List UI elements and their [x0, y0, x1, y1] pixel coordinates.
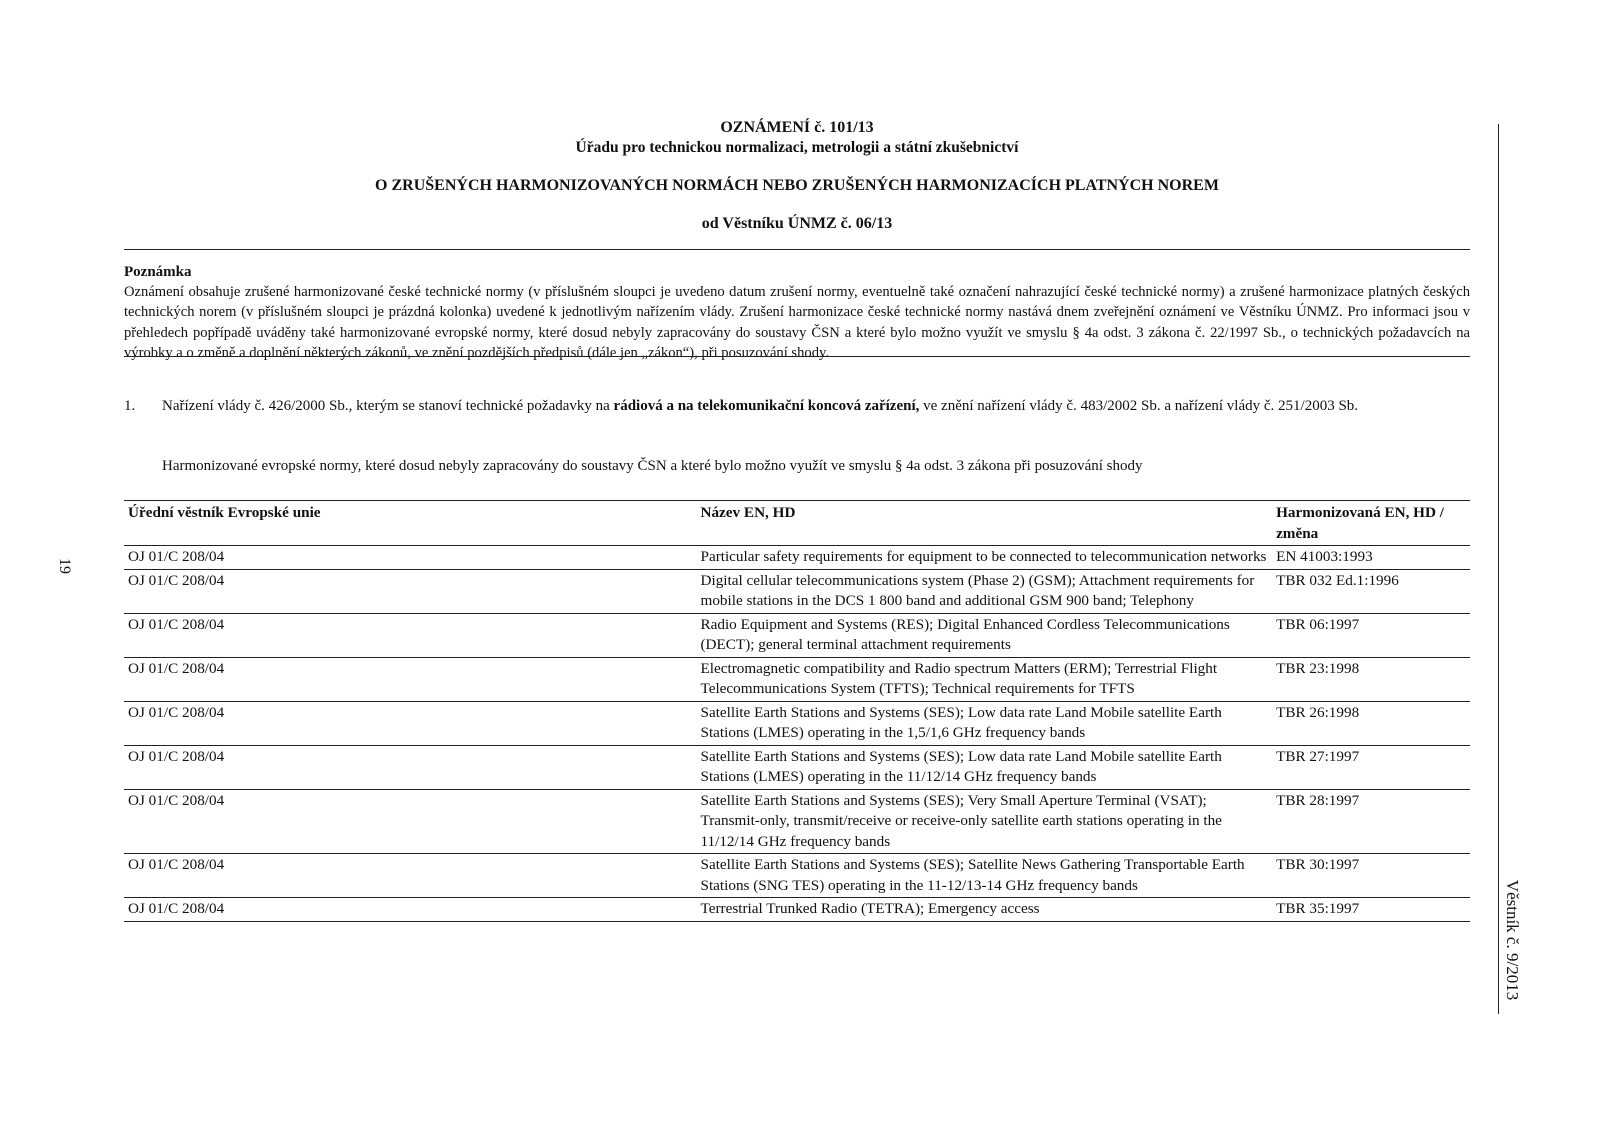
table-row: [124, 569, 1470, 613]
regulation-text: [162, 396, 1470, 417]
cell-title: Digital cellular telecommunications system (Phase 2) (GSM); Attachment requirements for mobile stations in the DCS 1 800 band and additional GSM 900 band; Telephony: [697, 569, 1273, 613]
regulation-text-start: Nařízení vlády č. 426/2000 Sb., kterým se stanoví technické požadavky na: [162, 398, 614, 414]
cell-standard: TBR 23:1998: [1272, 657, 1470, 701]
cell-standard: TBR 30:1997: [1272, 854, 1470, 898]
column-header-title: Název EN, HD: [697, 501, 1273, 546]
note-bottom-rule: [124, 356, 1470, 357]
cell-title: Terrestrial Trunked Radio (TETRA); Emergency access: [697, 898, 1273, 922]
margin-rule: [1498, 124, 1499, 1014]
cell-journal: OJ 01/C 208/04: [124, 657, 697, 701]
note-text: Oznámení obsahuje zrušené harmonizované české technické normy (v příslušném sloupci je uvedeno datum zrušení normy, eventuelně také označení nahrazující české technické normy) a zrušené harmonizace platných českých technických norem (v příslušném sloupci je prázdná kolonka) uvedené k jednotlivým nařízením vlády. Zrušení harmonizace české technické normy nastává dnem zveřejnění oznámení ve Věstníku ÚNMZ. Pro informaci jsou v přehledech popřípadě uváděny také harmonizované evropské normy, které dosud nebyly zapracovány do soustavy ČSN a které bylo možno využít ve smyslu § 4a odst. 3 zákona č. 22/1997 Sb., o technických požadavcích na výrobky a o změně a doplnění některých zákonů, ve znění pozdějších předpisů (dále jen „zákon“), při posuzování shody.: [124, 284, 1470, 361]
cell-title: Particular safety requirements for equipment to be connected to telecommunication networks: [697, 546, 1273, 570]
cell-journal: OJ 01/C 208/04: [124, 613, 697, 657]
note-section: [124, 262, 1470, 363]
cell-standard: TBR 27:1997: [1272, 745, 1470, 789]
cell-standard: TBR 06:1997: [1272, 613, 1470, 657]
cell-standard: EN 41003:1993: [1272, 546, 1470, 570]
table-row: [124, 613, 1470, 657]
note-title: Poznámka: [124, 264, 192, 280]
cell-journal: OJ 01/C 208/04: [124, 745, 697, 789]
cell-journal: OJ 01/C 208/04: [124, 898, 697, 922]
table-row: [124, 898, 1470, 922]
page-number: 19: [56, 558, 73, 574]
cell-journal: OJ 01/C 208/04: [124, 854, 697, 898]
table-header-row: [124, 501, 1470, 546]
cell-title: Radio Equipment and Systems (RES); Digital Enhanced Cordless Telecommunications (DECT); general terminal attachment requirements: [697, 613, 1273, 657]
cell-journal: OJ 01/C 208/04: [124, 569, 697, 613]
cell-standard: TBR 28:1997: [1272, 789, 1470, 854]
source-bulletin: od Věstníku ÚNMZ č. 06/13: [701, 215, 893, 232]
cell-journal: OJ 01/C 208/04: [124, 789, 697, 854]
cell-standard: TBR 35:1997: [1272, 898, 1470, 922]
table-row: [124, 789, 1470, 854]
item-number: 1.: [124, 398, 136, 414]
harmonized-standards-intro: Harmonizované evropské normy, které dosud nebyly zapracovány do soustavy ČSN a které bylo možno využít ve smyslu § 4a odst. 3 zákona při posuzování shody: [162, 458, 1143, 474]
cell-title: Electromagnetic compatibility and Radio spectrum Matters (ERM); Terrestrial Flight Telecommunications System (TFTS); Technical requirements for TFTS: [697, 657, 1273, 701]
standards-table: [124, 500, 1470, 922]
cell-standard: TBR 26:1998: [1272, 701, 1470, 745]
table-row: [124, 546, 1470, 570]
table-body: [124, 546, 1470, 922]
table-row: [124, 745, 1470, 789]
regulation-subject: rádiová a na telekomunikační koncová zařízení,: [613, 398, 920, 414]
table-row: [124, 854, 1470, 898]
document-header: [124, 118, 1470, 234]
cell-journal: OJ 01/C 208/04: [124, 701, 697, 745]
column-header-standard: Harmonizovaná EN, HD / změna: [1272, 501, 1470, 546]
issuing-office: Úřadu pro technickou normalizaci, metrologii a státní zkušebnictví: [575, 139, 1019, 156]
publication-name: Věstník č. 9/2013: [1503, 879, 1522, 1001]
table-row: [124, 701, 1470, 745]
cell-title: Satellite Earth Stations and Systems (SES); Low data rate Land Mobile satellite Earth Stations (LMES) operating in the 1,5/1,6 GHz frequency bands: [697, 701, 1273, 745]
regulation-item: [124, 396, 1470, 417]
column-header-journal: Úřední věstník Evropské unie: [124, 501, 697, 546]
cell-journal: OJ 01/C 208/04: [124, 546, 697, 570]
cell-standard: TBR 032 Ed.1:1996: [1272, 569, 1470, 613]
announcement-number: OZNÁMENÍ č. 101/13: [720, 119, 874, 136]
cell-title: Satellite Earth Stations and Systems (SES); Low data rate Land Mobile satellite Earth Stations (LMES) operating in the 11/12/14 GHz frequency bands: [697, 745, 1273, 789]
note-top-rule: [124, 249, 1470, 250]
table-row: [124, 657, 1470, 701]
announcement-title: O ZRUŠENÝCH HARMONIZOVANÝCH NORMÁCH NEBO ZRUŠENÝCH HARMONIZACÍCH PLATNÝCH NOREM: [375, 177, 1219, 194]
regulation-text-end: ve znění nařízení vlády č. 483/2002 Sb. a nařízení vlády č. 251/2003 Sb.: [919, 398, 1359, 414]
cell-title: Satellite Earth Stations and Systems (SES); Very Small Aperture Terminal (VSAT); Transmit-only, transmit/receive or receive-only satellite earth stations operating in the 11/12/14 GHz frequency bands: [697, 789, 1273, 854]
cell-title: Satellite Earth Stations and Systems (SES); Satellite News Gathering Transportable Earth Stations (SNG TES) operating in the 11-12/13-14 GHz frequency bands: [697, 854, 1273, 898]
